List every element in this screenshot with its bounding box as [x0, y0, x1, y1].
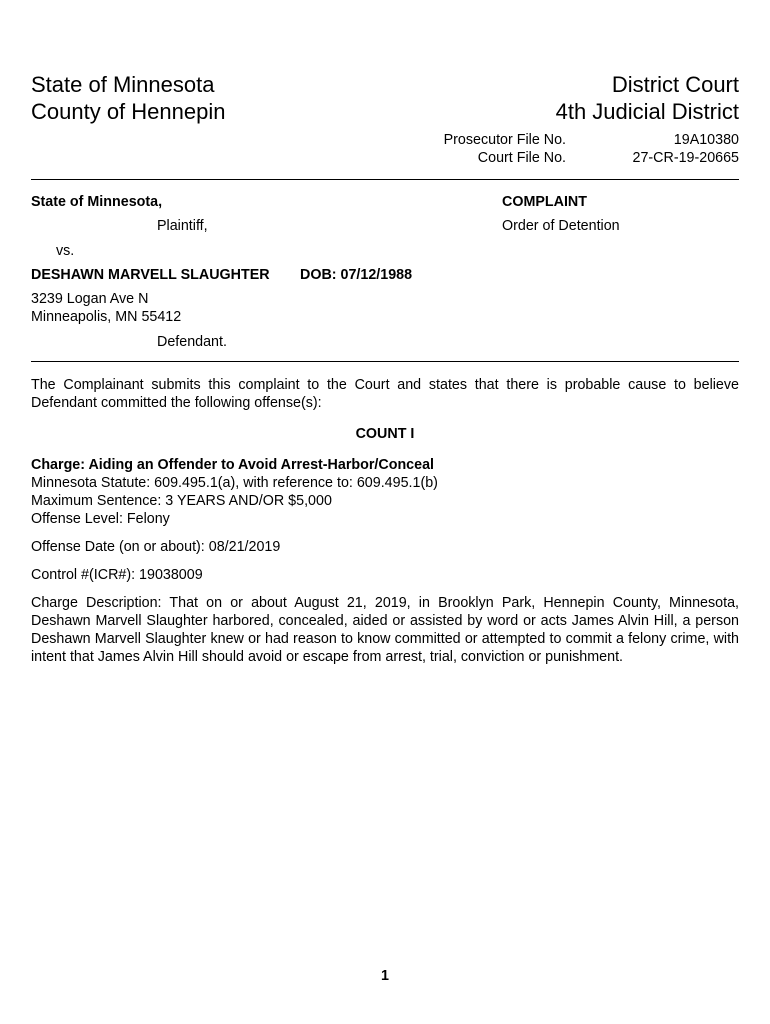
document-type: COMPLAINT — [502, 194, 587, 210]
sentence-line: Maximum Sentence: 3 YEARS AND/OR $5,000 — [31, 493, 332, 509]
control-number-line: Control #(ICR#): 19038009 — [31, 567, 203, 583]
header-divider — [31, 179, 739, 180]
address-line-1: 3239 Logan Ave N — [31, 291, 149, 307]
plaintiff-role: Plaintiff, — [157, 218, 208, 234]
offense-level-line: Offense Level: Felony — [31, 511, 170, 527]
prosecutor-file-value: 19A10380 — [673, 132, 739, 148]
defendant-dob: DOB: 07/12/1988 — [300, 267, 413, 283]
district-heading: 4th Judicial District — [555, 99, 739, 124]
versus-label: vs. — [56, 243, 75, 259]
prosecutor-file-label: Prosecutor File No. — [443, 132, 566, 148]
court-heading: District Court — [611, 72, 739, 97]
state-heading: State of Minnesota — [31, 72, 215, 97]
charge-description: Charge Description: That on or about August 21, 2019, in Brooklyn Park, Hennepin County, Minnesota, Deshawn Marvell Slaughter harbored, concealed, aided or assisted by word or acts James Alvin Hill, a person Deshawn Marvell Slaughter knew or had reason to know committed or attempted to commit a felony crime, with intent that James Alvin Hill should avoid or escape from arrest, trial, conviction or punishment. — [31, 595, 739, 665]
charge-title: Charge: Aiding an Offender to Avoid Arrest-Harbor/Conceal — [31, 457, 435, 473]
address-line-2: Minneapolis, MN 55412 — [31, 309, 182, 325]
intro-paragraph: The Complainant submits this complaint to the Court and states that there is probable cause to believe Defendant committed the following offense(s): — [31, 377, 739, 411]
defendant-name: DESHAWN MARVELL SLAUGHTER — [31, 267, 270, 283]
court-file-label: Court File No. — [477, 150, 566, 166]
statute-line: Minnesota Statute: 609.495.1(a), with reference to: 609.495.1(b) — [31, 475, 438, 491]
count-heading: COUNT I — [355, 426, 415, 442]
plaintiff-name: State of Minnesota, — [31, 194, 163, 210]
court-file-value: 27-CR-19-20665 — [632, 150, 739, 166]
page-number: 1 — [381, 968, 389, 984]
document-subtype: Order of Detention — [502, 218, 620, 234]
defendant-role: Defendant. — [157, 334, 227, 350]
offense-date-line: Offense Date (on or about): 08/21/2019 — [31, 539, 281, 555]
caption-divider — [31, 361, 739, 362]
county-heading: County of Hennepin — [31, 99, 226, 124]
